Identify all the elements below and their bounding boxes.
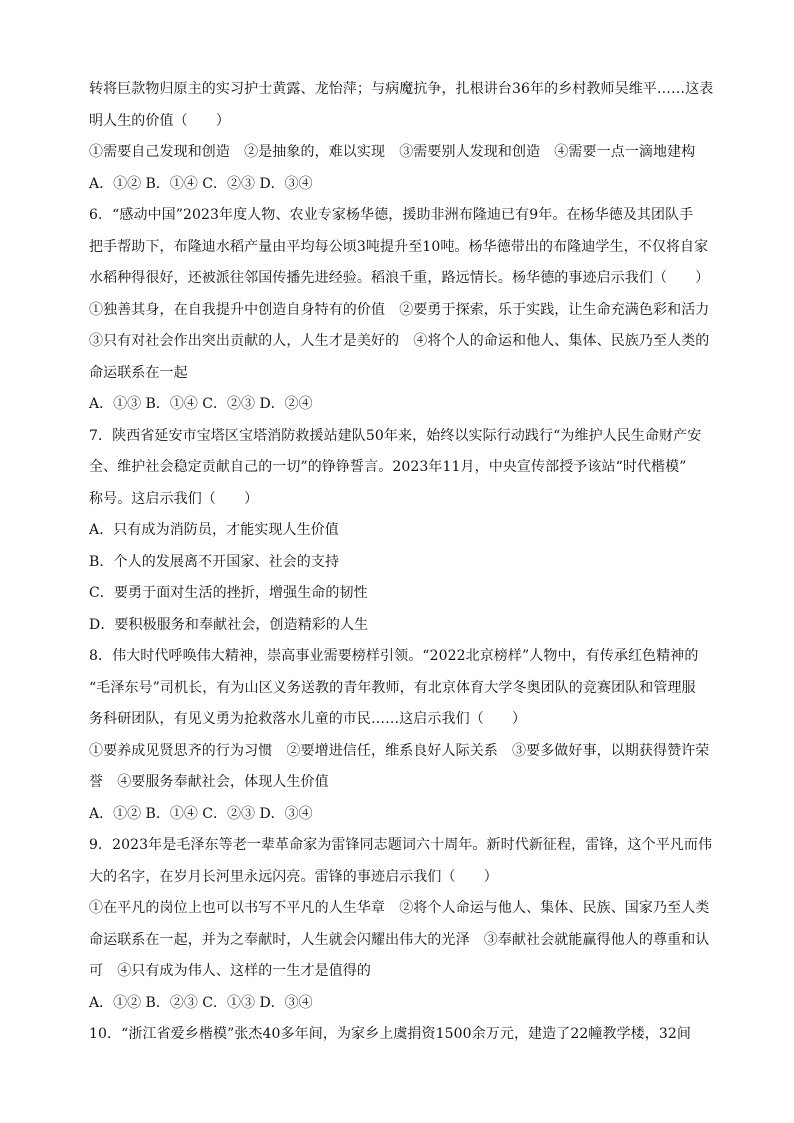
question-7: 7．陕西省延安市宝塔区宝塔消防救援站建队50年来，始终以实际行动践行“为维护人民生命财产安 <box>89 427 702 444</box>
text-line: 务科研团队，有见义勇为抢救落水儿童的市民……这启示我们（ ） <box>89 711 527 727</box>
answer-choices: A．①② B．②③ C．①③ D．③④ <box>89 994 313 1011</box>
statement-options: ①在平凡的岗位上也可以书写不平凡的人生华章 ②将个人命运与他人、集体、民族、国家乃至人类 <box>89 900 710 916</box>
statement-options: 命运联系在一起，并为之奉献时，人生就会闪耀出伟大的光泽 ③奉献社会就能赢得他人的尊重和认 <box>89 931 710 948</box>
text-line: 命运联系在一起 <box>89 364 188 381</box>
answer-choices: A．①③ B．①④ C．②③ D．②④ <box>89 396 313 412</box>
question-10: 10．“浙江省爱乡楷模”张杰40多年间，为家乡上虞捐资1500余万元，建造了22幢教学楼，32间 <box>89 1026 691 1042</box>
answer-option-c: C．要勇于面对生活的挫折，增强生命的韧性 <box>89 585 368 601</box>
document-page <box>89 74 714 1051</box>
answer-option-d: D．要积极服务和奉献社会，创造精彩的人生 <box>89 616 369 633</box>
text-line: 转将巨款物归原主的实习护士黄露、龙怡萍；与病魔抗争，扎根讲台36年的乡村教师吴维平……这表 <box>89 81 714 97</box>
statement-options: 誉 ④要服务奉献社会，体现人生价值 <box>89 774 329 790</box>
text-line: 明人生的价值（ ） <box>89 112 230 129</box>
question-6: 6．“感动中国”2023年度人物、农业专家杨华德，援助非洲布隆迪已有9年。在杨华德及其团队手 <box>89 207 694 223</box>
answer-option-b: B．个人的发展离不开国家、社会的支持 <box>89 553 340 570</box>
question-8: 8．伟大时代呼唤伟大精神，崇高事业需要榜样引领。“2022北京榜样”人物中，有传承红色精神的 <box>89 648 699 664</box>
statement-options: ③只有对社会作出突出贡献的人，人生才是美好的 ④将个人的命运和他人、集体、民族乃至人类的 <box>89 333 710 349</box>
answer-option-a: A．只有成为消防员，才能实现人生价值 <box>89 522 339 538</box>
statement-options: ①要养成见贤思齐的行为习惯 ②要增进信任，维系良好人际关系 ③要多做好事，以期获得赞许荣 <box>89 742 710 759</box>
text-line: 水稻种得很好，还被派往邻国传播先进经验。稻浪千重，路远情长。杨华德的事迹启示我们（ ） <box>89 270 710 286</box>
text-line: 称号。这启示我们（ ） <box>89 490 259 507</box>
statement-options: ①独善其身，在自我提升中创造自身特有的价值 ②要勇于探索，乐于实践，让生命充满色彩和活力 <box>89 301 710 318</box>
text-line: 把手帮助下，布隆迪水稻产量由平均每公顷3吨提升至10吨。杨华德带出的布隆迪学生，不仅将自家 <box>89 238 709 255</box>
question-9: 9．2023年是毛泽东等老一辈革命家为雷锋同志题词六十周年。新时代新征程，雷锋，这个平凡而伟 <box>89 837 713 853</box>
statement-options: 可 ④只有成为伟人、这样的一生才是值得的 <box>89 963 371 979</box>
text-line: “毛泽东号”司机长，有为山区义务送教的青年教师，有北京体育大学冬奥团队的竞赛团队和管理服 <box>89 679 696 696</box>
text-line: 大的名字，在岁月长河里永远闪亮。雷锋的事迹启示我们（ ） <box>89 868 498 885</box>
answer-choices: A．①② B．①④ C．②③ D．③④ <box>89 805 313 822</box>
answer-choices: A．①② B．①④ C．②③ D．③④ <box>89 175 313 192</box>
text-line: 全、维护社会稳定贡献自己的一切”的铮铮誓言。2023年11月，中央宣传部授予该站“时代楷模” <box>89 459 687 475</box>
statement-options: ①需要自己发现和创造 ②是抽象的，难以实现 ③需要别人发现和创造 ④需要一点一滴地建构 <box>89 144 696 160</box>
